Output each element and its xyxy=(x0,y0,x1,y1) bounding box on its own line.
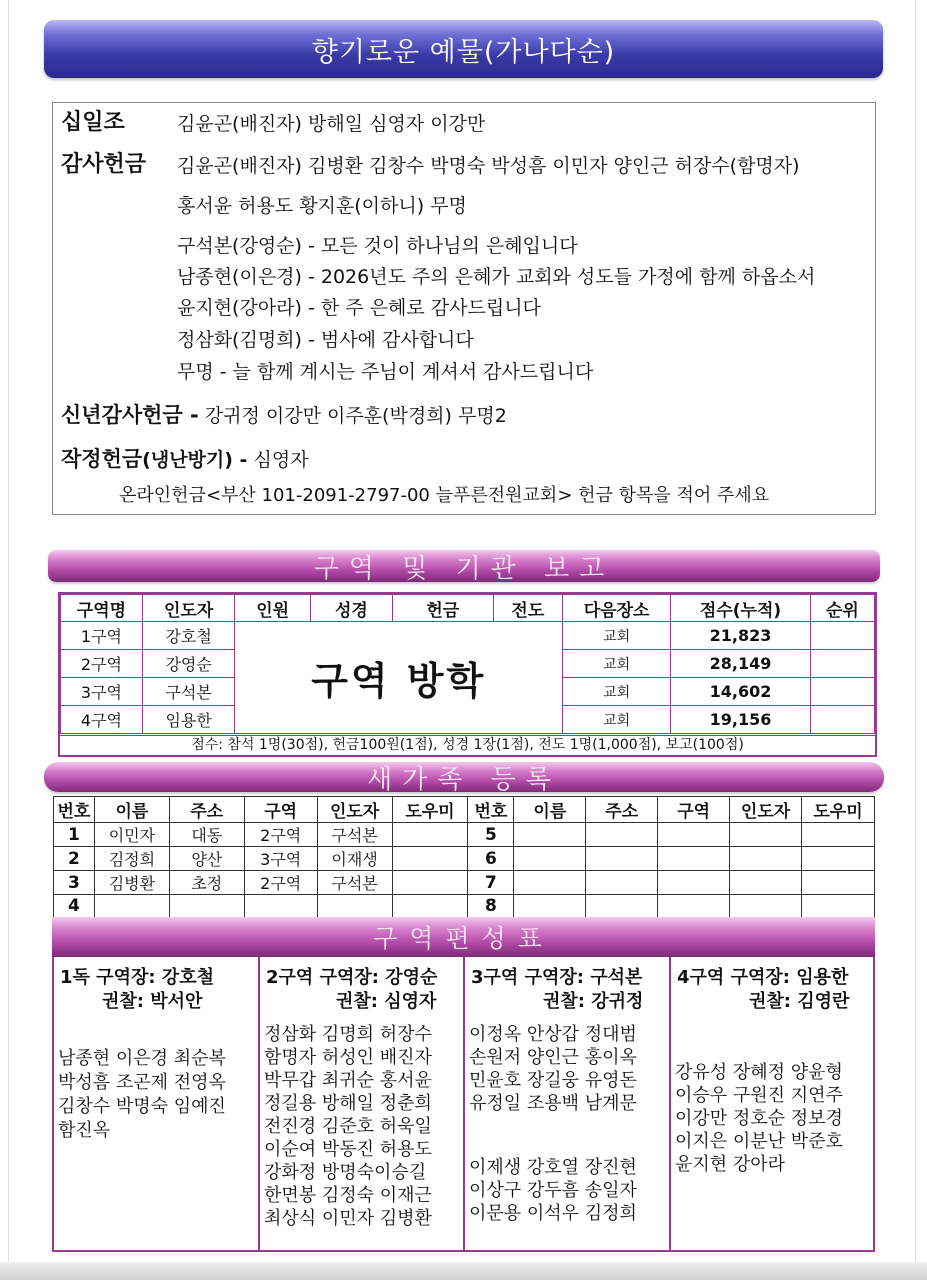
zone-name: 3구역 xyxy=(61,678,143,706)
empty-cell xyxy=(586,823,658,847)
rank xyxy=(810,706,874,734)
thanks-note: 남종현(이은경) - 2026년도 주의 은혜가 교회와 성도들 가정에 함께 하옵소서 xyxy=(177,266,816,288)
offering-box xyxy=(52,102,876,515)
col-offering: 헌금 xyxy=(392,595,493,622)
empty-cell xyxy=(730,823,802,847)
zone-members: 이상구 강두흠 송일자 xyxy=(469,1180,637,1201)
member-name: 이민자 xyxy=(94,823,169,847)
member-zone: 2구역 xyxy=(244,823,317,847)
zone-name: 2구역 xyxy=(61,650,143,678)
col-number: 번호 xyxy=(54,797,95,823)
zone-leader: 구석본 xyxy=(142,678,234,706)
col-name: 이름 xyxy=(514,797,586,823)
row-number: 1 xyxy=(54,823,95,847)
newyear-row xyxy=(61,399,507,429)
row-number: 8 xyxy=(468,895,514,918)
family-header-title: 새가족 등록 xyxy=(367,764,561,795)
thanks-note: 무명 - 늘 함께 계시는 주님이 계셔서 감사드립니다 xyxy=(177,361,594,383)
rank xyxy=(810,650,874,678)
col-leader: 인도자 xyxy=(317,797,392,823)
next-place: 교회 xyxy=(563,650,671,678)
zone-members: 김창수 박명숙 임예진 xyxy=(58,1096,226,1117)
zone-leader: 임용한 xyxy=(142,706,234,734)
zones-header xyxy=(52,917,875,957)
empty-cell xyxy=(802,823,875,847)
row-number: 3 xyxy=(54,871,95,895)
zone-column-2 xyxy=(260,957,465,1250)
thanks-row xyxy=(61,147,146,178)
stove-label: 작정헌금 xyxy=(61,447,143,471)
thanks-label: 감사헌금 xyxy=(61,152,147,177)
report-table xyxy=(60,594,875,734)
row-number: 4 xyxy=(54,895,95,918)
member-zone: 3구역 xyxy=(244,847,317,871)
member-helper xyxy=(392,871,468,895)
tithe-names: 김윤곤(배진자) 방해일 심영자 이강만 xyxy=(177,113,486,135)
zone-members: 정길용 방해일 정춘희 xyxy=(264,1093,432,1114)
zone-members: 남종현 이은경 최순복 xyxy=(58,1048,226,1069)
score: 28,149 xyxy=(671,650,811,678)
zone-leader: 강호철 xyxy=(142,622,234,650)
member-leader xyxy=(317,895,392,918)
family-table xyxy=(53,796,875,918)
zone-members: 이지은 이분난 박준호 xyxy=(675,1131,843,1152)
row-number: 5 xyxy=(468,823,514,847)
zone-members: 함진옥 xyxy=(58,1120,111,1141)
table-row xyxy=(54,895,875,918)
rank xyxy=(810,622,874,650)
bottom-shadow xyxy=(0,1262,927,1280)
scoring-rules: 점수: 참석 1명(30점), 헌금100원(1점), 성경 1장(1점), 전도 1명(1,000점), 보고(100점) xyxy=(60,735,875,755)
member-helper xyxy=(392,895,468,918)
col-leader: 인도자 xyxy=(142,595,234,622)
zone-subleader: 권찰: 김영란 xyxy=(749,991,850,1012)
empty-cell xyxy=(802,895,875,918)
empty-cell xyxy=(514,895,586,918)
empty-cell xyxy=(730,847,802,871)
zone-members: 민윤호 장길웅 유영돈 xyxy=(469,1070,637,1091)
zone-subleader: 권찰: 강귀정 xyxy=(543,991,644,1012)
empty-cell xyxy=(586,847,658,871)
zone-members: 정삼화 김명희 허장수 xyxy=(264,1024,432,1045)
col-number: 번호 xyxy=(468,797,514,823)
thanks-names-1: 김윤곤(배진자) 김병환 김창수 박명숙 박성흠 이민자 양인근 허장수(함명자) xyxy=(177,155,800,177)
zone-title: 4구역 구역장: 임용한 xyxy=(677,967,849,988)
member-name xyxy=(94,895,169,918)
vacation-notice: 구역 방학 xyxy=(235,622,563,734)
zone-members: 박무갑 최귀순 홍서윤 xyxy=(264,1070,432,1091)
member-leader: 이재생 xyxy=(317,847,392,871)
report-header xyxy=(48,550,880,582)
stove-label-suffix: (냉난방기) - xyxy=(142,449,248,471)
zone-column-3 xyxy=(465,957,671,1250)
empty-cell xyxy=(730,895,802,918)
zone-column-4 xyxy=(671,957,875,1250)
member-name: 김정희 xyxy=(94,847,169,871)
col-zone: 구역 xyxy=(244,797,317,823)
zone-members: 강유성 장혜정 양윤형 xyxy=(675,1062,843,1083)
table-row xyxy=(54,823,875,847)
empty-cell xyxy=(658,823,730,847)
member-zone: 2구역 xyxy=(244,871,317,895)
empty-cell xyxy=(658,895,730,918)
zone-members: 한면봉 김정숙 이재근 xyxy=(264,1185,432,1206)
empty-cell xyxy=(514,823,586,847)
col-helper: 도우미 xyxy=(802,797,875,823)
empty-cell xyxy=(586,895,658,918)
empty-cell xyxy=(658,847,730,871)
col-score: 점수(누적) xyxy=(671,595,811,622)
zone-members: 이강만 정호순 정보경 xyxy=(675,1108,843,1129)
zone-subleader: 권찰: 박서안 xyxy=(102,991,203,1012)
member-address: 초정 xyxy=(169,871,244,895)
col-rank: 순위 xyxy=(810,595,874,622)
table-row xyxy=(61,622,875,650)
empty-cell xyxy=(802,871,875,895)
member-address: 양산 xyxy=(169,847,244,871)
report-table-box xyxy=(58,592,877,757)
col-leader: 인도자 xyxy=(730,797,802,823)
score: 19,156 xyxy=(671,706,811,734)
col-evangelism: 전도 xyxy=(493,595,562,622)
empty-cell xyxy=(586,871,658,895)
tithe-label: 십일조 xyxy=(61,110,125,135)
col-address: 주소 xyxy=(169,797,244,823)
zone-subleader: 권찰: 심영자 xyxy=(336,991,437,1012)
zones-box xyxy=(52,957,875,1252)
col-name: 이름 xyxy=(94,797,169,823)
empty-cell xyxy=(658,871,730,895)
zone-title: 1독 구역장: 강호철 xyxy=(60,967,214,988)
online-offering-note: 온라인헌금<부산 101-2091-2797-00 늘푸른전원교회> 헌금 항목을 적어 주세요 xyxy=(119,485,770,506)
offering-header-title: 향기로운 예물(가나다순) xyxy=(311,36,616,68)
member-address xyxy=(169,895,244,918)
report-header-title: 구역 및 기관 보고 xyxy=(313,553,615,584)
member-leader: 구석본 xyxy=(317,871,392,895)
stove-names: 심영자 xyxy=(253,449,309,471)
col-helper: 도우미 xyxy=(392,797,468,823)
zone-members: 이순여 박동진 허용도 xyxy=(264,1139,432,1160)
thanks-note: 윤지현(강아라) - 한 주 은혜로 감사드립니다 xyxy=(177,297,541,319)
report-header-row xyxy=(61,595,875,622)
stove-row xyxy=(61,443,309,473)
thanks-note: 구석본(강영순) - 모든 것이 하나님의 은혜입니다 xyxy=(177,235,578,257)
newyear-names: 강귀정 이강만 이주훈(박경희) 무명2 xyxy=(204,405,507,427)
next-place: 교회 xyxy=(563,622,671,650)
table-row xyxy=(54,871,875,895)
member-zone xyxy=(244,895,317,918)
zone-members: 박성흠 조곤제 전영옥 xyxy=(58,1072,226,1093)
thanks-note: 정삼화(김명희) - 범사에 감사합니다 xyxy=(177,329,474,351)
zone-members: 함명자 허성인 배진자 xyxy=(264,1047,432,1068)
member-helper xyxy=(392,847,468,871)
family-header xyxy=(44,762,884,795)
row-number: 2 xyxy=(54,847,95,871)
col-people: 인원 xyxy=(235,595,311,622)
col-address: 주소 xyxy=(586,797,658,823)
member-helper xyxy=(392,823,468,847)
zone-members: 이승우 구원진 지연주 xyxy=(675,1085,843,1106)
zone-members: 유정일 조용백 남계문 xyxy=(469,1093,637,1114)
rank xyxy=(810,678,874,706)
next-place: 교회 xyxy=(563,678,671,706)
col-zone: 구역명 xyxy=(61,595,143,622)
zone-members: 강화정 방명숙이승길 xyxy=(264,1162,427,1183)
zone-members: 전진경 김준호 허욱일 xyxy=(264,1116,432,1137)
thanks-names-2: 홍서윤 허용도 황지훈(이하니) 무명 xyxy=(177,195,467,217)
zones-header-title: 구역편성표 xyxy=(373,924,554,953)
newyear-label: 신년감사헌금 - xyxy=(61,403,199,427)
row-number: 6 xyxy=(468,847,514,871)
score: 21,823 xyxy=(671,622,811,650)
tithe-row xyxy=(61,105,125,136)
zone-members: 이제생 강호열 장진현 xyxy=(469,1157,637,1178)
next-place: 교회 xyxy=(563,706,671,734)
zone-members: 이문용 이석우 김정희 xyxy=(469,1203,637,1224)
empty-cell xyxy=(802,847,875,871)
member-leader: 구석본 xyxy=(317,823,392,847)
col-zone: 구역 xyxy=(658,797,730,823)
family-header-row xyxy=(54,797,875,823)
table-row xyxy=(54,847,875,871)
row-number: 7 xyxy=(468,871,514,895)
empty-cell xyxy=(514,847,586,871)
zone-members: 윤지현 강아라 xyxy=(675,1154,786,1175)
zone-members: 손원저 양인근 홍이옥 xyxy=(469,1047,637,1068)
col-bible: 성경 xyxy=(310,595,392,622)
col-next-place: 다음장소 xyxy=(563,595,671,622)
member-address: 대동 xyxy=(169,823,244,847)
score: 14,602 xyxy=(671,678,811,706)
member-name: 김병환 xyxy=(94,871,169,895)
zone-title: 3구역 구역장: 구석본 xyxy=(471,967,643,988)
zone-name: 1구역 xyxy=(61,622,143,650)
offering-header xyxy=(44,20,883,78)
zone-column-1 xyxy=(54,957,260,1250)
zone-members: 이정옥 안상갑 정대범 xyxy=(469,1024,637,1045)
zone-title: 2구역 구역장: 강영순 xyxy=(266,967,438,988)
zone-leader: 강영순 xyxy=(142,650,234,678)
zone-members: 최상식 이민자 김병환 xyxy=(264,1208,432,1229)
empty-cell xyxy=(730,871,802,895)
zone-name: 4구역 xyxy=(61,706,143,734)
empty-cell xyxy=(514,871,586,895)
